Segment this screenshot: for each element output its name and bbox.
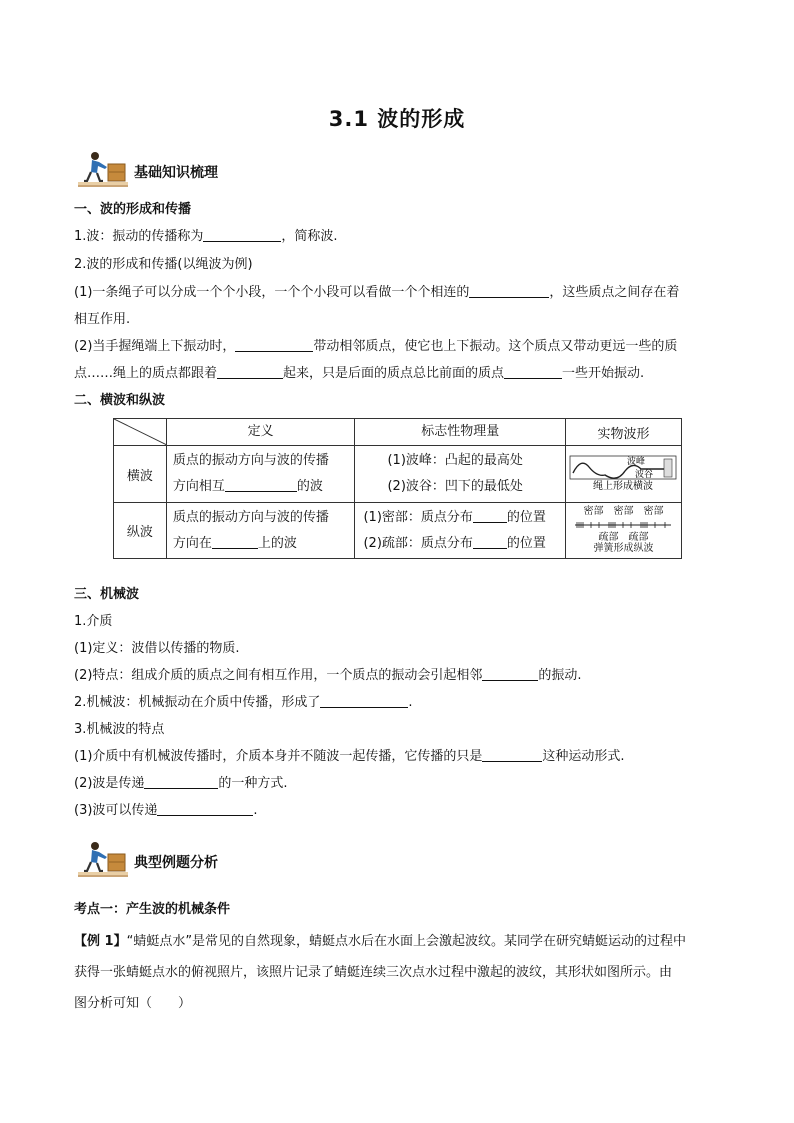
col-header-quantity: 标志性物理量 <box>355 419 565 446</box>
text: 1.波：振动的传播称为 <box>74 229 204 244</box>
longitudinal-quantities <box>355 503 565 559</box>
rope-wave-illustration <box>567 453 679 491</box>
trough-definition: (2)波谷：凹下的最低处 <box>387 479 523 494</box>
heading-transverse-longitudinal: 二、横波和纵波 <box>74 393 166 408</box>
transverse-definition <box>166 446 355 503</box>
spring-caption: 弹簧形成纵波 <box>593 543 654 554</box>
example-line-3: 图分析可知（ ） <box>74 996 192 1011</box>
text: ，这些质点之间存在着 <box>549 285 680 300</box>
text: 的位置 <box>506 509 546 525</box>
text: (2)当手握绳端上下振动时， <box>74 339 236 354</box>
line-3-2: (1)定义：波借以传播的物质. <box>74 641 240 656</box>
text: (2)特点：组成介质的质点之间有相互作用，一个质点的振动会引起相邻 <box>74 668 483 683</box>
text: (3)波可以传递 <box>74 803 158 818</box>
trough-label: 波谷 <box>635 470 654 480</box>
spring-illustration <box>573 522 673 528</box>
col-header-definition: 定义 <box>166 419 355 446</box>
dense-definition <box>363 505 564 531</box>
blank <box>212 535 258 549</box>
line-3-6 <box>74 747 625 767</box>
text: 的波 <box>296 479 323 494</box>
text: 方向相互 <box>172 479 225 494</box>
blank <box>217 365 283 379</box>
blank <box>473 509 507 523</box>
blank <box>235 338 313 352</box>
text: 这种运动形式. <box>542 749 625 764</box>
section-label-basics: 基础知识梳理 <box>134 165 218 181</box>
text: 质点的振动方向与波的传播 <box>172 509 329 525</box>
line-3-7 <box>74 774 288 794</box>
text: 带动相邻质点，使它也上下振动。这个质点又带动更远一些的质 <box>313 339 678 354</box>
longitudinal-definition <box>166 503 355 559</box>
sparse-labels: 疏部 疏部 <box>598 532 649 543</box>
person-pushing-box-icon <box>78 150 132 190</box>
peak-definition: (1)波峰：凸起的最高处 <box>387 453 523 468</box>
text: 质点的振动方向与波的传播 <box>172 453 329 468</box>
text: 的振动. <box>538 668 582 683</box>
peak-label: 波峰 <box>627 457 646 467</box>
line-3-1: 1.介质 <box>74 614 113 629</box>
text: 2.机械波：机械振动在介质中传播，形成了 <box>74 695 321 710</box>
text: . <box>253 803 258 818</box>
sparse-definition <box>363 531 564 557</box>
line-1-5 <box>74 337 677 357</box>
blank <box>157 802 253 816</box>
text: 一些开始振动. <box>562 366 645 381</box>
person-pushing-box-icon <box>78 840 132 880</box>
blank <box>203 228 281 242</box>
row-name-transverse: 横波 <box>114 446 167 503</box>
text-line <box>173 474 355 500</box>
blank <box>469 284 549 298</box>
line-3-5: 3.机械波的特点 <box>74 722 165 737</box>
text: (1)介质中有机械波传播时，介质本身并不随波一起传播，它传播的只是 <box>74 749 483 764</box>
line-1-6 <box>74 364 644 384</box>
diagonal-cell <box>114 419 167 446</box>
row-name-longitudinal: 纵波 <box>114 503 167 559</box>
line-1-1 <box>74 227 338 247</box>
table-header-row <box>114 419 682 446</box>
heading-wave-formation: 一、波的形成和传播 <box>74 202 192 217</box>
text-line <box>173 531 355 557</box>
text: 的位置 <box>506 535 546 551</box>
point-1-heading: 考点一：产生波的机械条件 <box>74 902 231 917</box>
text: (2)波是传递 <box>74 776 145 791</box>
line-3-4 <box>74 693 413 713</box>
text: (1)密部：质点分布 <box>363 509 473 525</box>
rope-wave-caption: 绳上形成横波 <box>593 481 654 491</box>
line-3-3 <box>74 666 582 686</box>
line-3-8 <box>74 801 258 821</box>
wave-comparison-table <box>113 418 682 559</box>
example-tag: 【例 1】 <box>74 934 127 949</box>
heading-mechanical-wave: 三、机械波 <box>74 587 140 602</box>
table-row <box>114 446 682 503</box>
longitudinal-waveform-cell <box>565 503 681 559</box>
line-1-3 <box>74 283 679 303</box>
example-line-1 <box>74 932 686 952</box>
col-header-waveform: 实物波形 <box>565 419 681 446</box>
example-line-2: 获得一张蜻蜓点水的俯视照片，该照片记录了蜻蜓连续三次点水过程中激起的波纹，其形状如图所示。由 <box>74 965 673 980</box>
blank <box>225 478 297 492</box>
blank <box>473 535 507 549</box>
dense-labels: 密部 密部 密部 <box>583 506 664 517</box>
text: 方向在 <box>172 535 212 551</box>
text: 的一种方式. <box>218 776 288 791</box>
blank <box>144 775 218 789</box>
text: “蜻蜓点水”是常见的自然现象，蜻蜓点水后在水面上会激起波纹。某同学在研究蜻蜓运动的过程中 <box>126 934 687 949</box>
text: . <box>408 695 413 710</box>
diagonal-line <box>114 419 167 445</box>
blank <box>504 365 562 379</box>
text: 起来，只是后面的质点总比前面的质点 <box>283 366 505 381</box>
transverse-waveform-cell <box>565 446 681 503</box>
transverse-quantities <box>355 446 565 503</box>
blank <box>320 694 408 708</box>
text: (1)一条绳子可以分成一个个小段，一个个小段可以看做一个个相连的 <box>74 285 470 300</box>
text: (2)疏部：质点分布 <box>363 535 473 551</box>
page-title: 3.1 波的形成 <box>328 107 466 131</box>
table-row <box>114 503 682 559</box>
blank <box>482 667 538 681</box>
text: 上的波 <box>257 535 297 551</box>
line-1-2: 2.波的形成和传播(以绳波为例) <box>74 257 253 272</box>
text: 点……绳上的质点都跟着 <box>74 366 218 381</box>
section-label-examples: 典型例题分析 <box>134 855 218 871</box>
text: ，简称波. <box>281 229 338 244</box>
blank <box>482 748 542 762</box>
line-1-4: 相互作用. <box>74 312 131 327</box>
